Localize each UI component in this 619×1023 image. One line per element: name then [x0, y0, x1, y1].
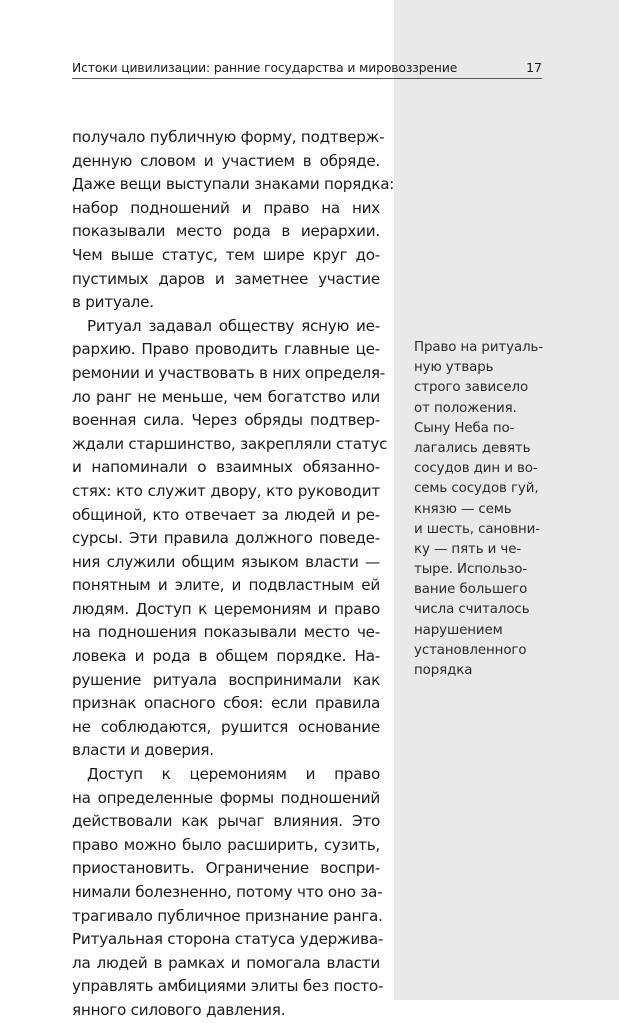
sidenote-line: вание большего [414, 582, 528, 598]
paragraph-line: Чем выше статус, тем шире круг до- [72, 245, 380, 264]
paragraph-line: понятным и элите, и подвластным ей [72, 576, 380, 595]
paragraph-line: ло ранг не меньше, чем богатство или [72, 387, 380, 406]
sidenote-line: сосудов дин и во- [414, 461, 538, 477]
sidenote-line: ку — пять и че- [414, 541, 522, 557]
sidenote-line: строго зависело [414, 380, 529, 396]
sidenote-line: установленного [414, 642, 527, 658]
sidenote-line: от положения. [414, 400, 517, 416]
page-number: 17 [526, 60, 542, 75]
sidenote-line: числа считалось [414, 602, 530, 618]
paragraph-line: янного силового давления. [72, 1000, 286, 1019]
sidenote-line: порядка [414, 663, 473, 678]
paragraph-line: в ритуале. [72, 293, 154, 312]
paragraph-line: денную словом и участием в обряде. [72, 151, 380, 170]
paragraph-line: ремонии и участвовать в них определя- [72, 363, 386, 382]
sidenote-line: Сыну Неба по- [414, 420, 515, 436]
paragraph-line: военная сила. Через обряды подтвер- [72, 411, 380, 430]
paragraph-line: приостановить. Ограничение воспри- [72, 859, 380, 878]
paragraph-line: не соблюдаются, рушится основание [72, 717, 380, 736]
paragraph-line: пустимых даров и заметнее участие [72, 269, 380, 288]
sidenote-line: и шесть, сановни- [414, 521, 541, 537]
paragraph-line: ла людей в рамках и помогала власти [72, 953, 380, 972]
running-head [72, 60, 542, 78]
paragraph-line: ния служили общим языком власти — [72, 552, 380, 571]
sidenote-line: нарушением [414, 622, 503, 638]
paragraph-line: набор подношений и право на них [72, 198, 380, 217]
sidenote-line: ную утварь [414, 360, 494, 376]
paragraph [72, 126, 395, 315]
paragraph-line: общиной, кто отвечает за людей и ре- [72, 505, 380, 524]
sidenote [414, 338, 614, 681]
paragraph-line: Ритуал задавал обществу ясную ие- [87, 316, 380, 335]
paragraph [72, 763, 384, 1023]
paragraph [72, 315, 388, 763]
paragraph-line: право можно было расширить, сузить, [72, 835, 380, 854]
sidenote-line: князю — семь [414, 501, 512, 517]
paragraph-line: рушение ритуала воспринимали как [72, 670, 380, 689]
paragraph-line: нимали болезненно, потому что оно за- [72, 883, 383, 901]
paragraph-line: получало публичную форму, подтверж- [72, 128, 385, 146]
paragraph-line: людям. Доступ к церемониям и право [72, 599, 380, 618]
paragraph-line: действовали как рычаг влияния. Это [72, 812, 380, 831]
paragraph-line: сурсы. Эти правила должного поведе- [72, 529, 380, 548]
sidenote-line: тыре. Использо- [414, 562, 528, 578]
paragraph-line: стях: кто служит двору, кто руководит [72, 481, 380, 500]
paragraph-line: показывали место рода в иерархии. [72, 222, 380, 241]
paragraph-line: на определенные формы подношений [72, 788, 380, 807]
paragraph-line: управлять амбициями элиты без посто- [72, 977, 384, 996]
sidenote-line: семь сосудов гуй, [414, 481, 539, 497]
paragraph-line: и напоминали о взаимных обязанно- [72, 458, 380, 477]
paragraph-line: Доступ к церемониям и право [87, 765, 380, 784]
header-rule [72, 78, 542, 79]
paragraph-line: рархию. Право проводить главные це- [72, 340, 380, 359]
paragraph-line: трагивало публичное признание ранга. [72, 906, 383, 925]
paragraph-line: на подношения показывали место че- [72, 623, 380, 642]
paragraph-line: Ритуальная сторона статуса удержива- [72, 930, 384, 949]
paragraph-line: признак опасного сбоя: если правила [72, 694, 380, 713]
sidenote-line: лагались девять [414, 440, 531, 456]
paragraph-line: Даже вещи выступали знаками порядка: [72, 175, 395, 194]
paragraph-line: власти и доверия. [72, 741, 214, 760]
running-head-title: Истоки цивилизации: ранние государства и мировоззрение [72, 61, 458, 75]
paragraph-line: ловека и рода в общем порядке. На- [72, 647, 380, 666]
body-text [72, 126, 395, 1023]
paragraph-line: ждали старшинство, закрепляли статус [72, 434, 388, 453]
sidenote-line: Право на ритуаль- [414, 340, 544, 355]
